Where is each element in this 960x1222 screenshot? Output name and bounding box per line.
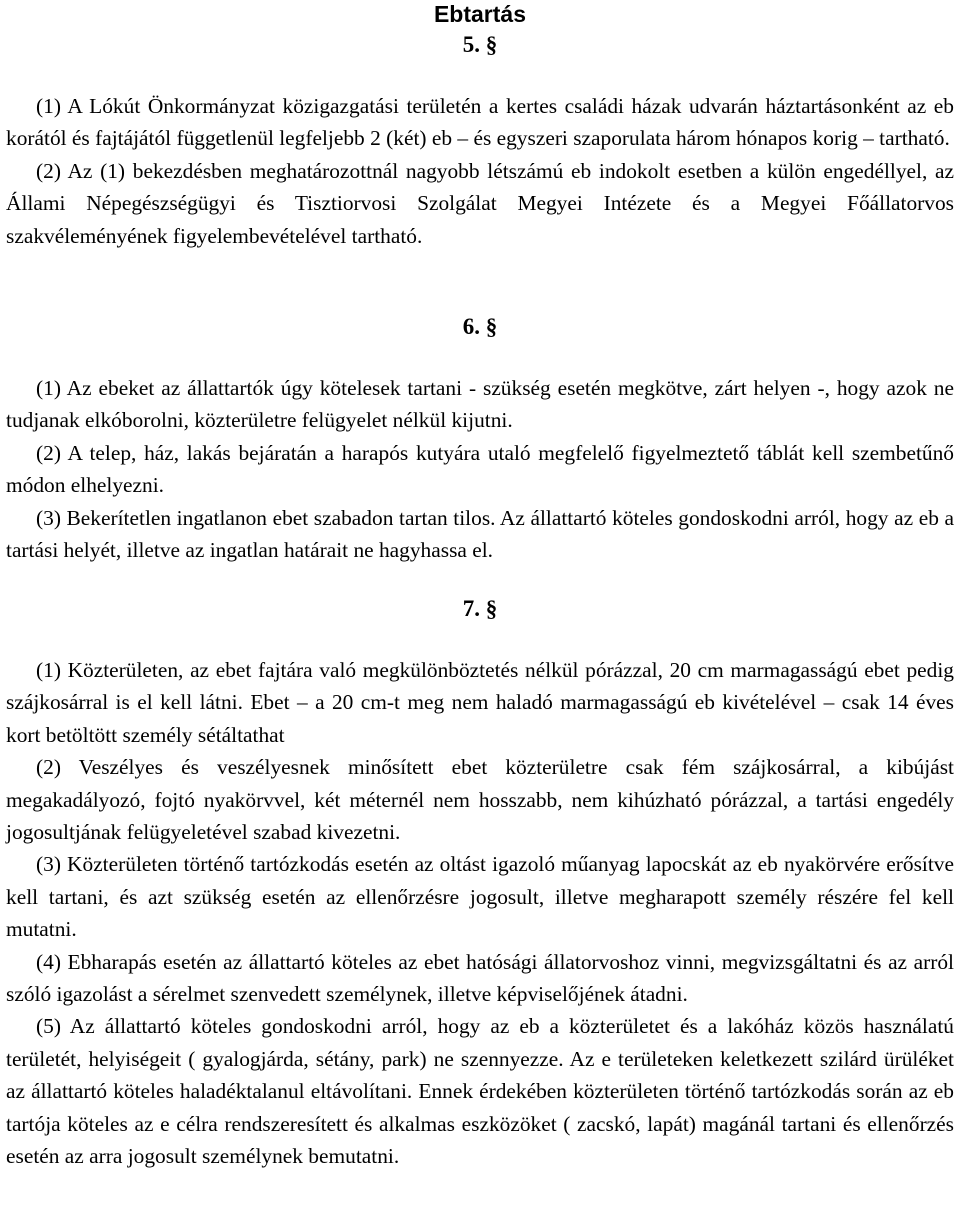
section-7-heading: 7. § <box>462 596 498 621</box>
section-5-paragraph-1: (1) A Lókút Önkormányzat közigazgatási területén a kertes családi házak udvarán háztartásonként az eb korától és fajtájától függetlenül legfeljebb 2 (két) eb – és egyszeri szaporulata három hónapos korig – tartható. <box>6 94 954 151</box>
section-5-paragraph-2: (2) Az (1) bekezdésben meghatározottnál nagyobb létszámú eb indokolt esetben a külön engedéllyel, az Állami Népegészségügyi és Tisztiorvosi Szolgálat Megyei Intézete és a Megyei Főállatorvos szakvéleményének figyelembevételével tartható. <box>6 158 954 248</box>
section-7-body <box>6 654 954 1173</box>
section-6-heading: 6. § <box>462 314 498 339</box>
section-6-body <box>6 372 954 566</box>
section-6-paragraph-3: (3) Bekerítetlen ingatlanon ebet szabadon tartan tilos. Az állattartó köteles gondoskodni arról, hogy az eb a tartási helyét, illetve az ingatlan határait ne hagyhassa el. <box>6 505 954 563</box>
section-6-paragraph-1: (1) Az ebeket az állattartók úgy kötelesek tartani - szükség esetén megkötve, zárt helyen -, hogy azok ne tudjanak elkóborolni, közterületre felügyelet nélkül kijutni. <box>6 376 954 433</box>
section-6-paragraph-2: (2) A telep, ház, lakás bejáratán a harapós kutyára utaló megfelelő figyelmeztető táblát kell szembetűnő módon elhelyezni. <box>6 440 954 498</box>
document-title: Ebtartás <box>433 1 527 27</box>
section-7-paragraph-3: (3) Közterületen történő tartózkodás esetén az oltást igazoló műanyag lapocskát az eb nyakörvére erősítve kell tartani, és azt szükség esetén az ellenőrzésre jogosult, illetve megharapott személy részére fel kell mutatni. <box>6 852 954 942</box>
section-7-paragraph-2: (2) Veszélyes és veszélyesnek minősített ebet közterületre csak fém szájkosárral, a kibújást megakadályozó, fojtó nyakörvvel, két méternél nem hosszabb, nem kihúzható pórázzal, a tartási engedély jogosultjának felügyeletével szabad kivezetni. <box>6 755 954 845</box>
section-5-body <box>6 90 954 252</box>
section-7-paragraph-4: (4) Ebharapás esetén az állattartó köteles az ebet hatósági állatorvoshoz vinni, megvizsgáltatni és az arról szóló igazolást a sérelmet szenvedett személynek, illetve képviselőjének átadni. <box>6 949 954 1007</box>
section-7-paragraph-1: (1) Közterületen, az ebet fajtára való megkülönböztetés nélkül pórázzal, 20 cm marmagasságú ebet pedig szájkosárral is el kell látni. Ebet – a 20 cm-t meg nem haladó marmagasságú eb kivételével – csak 14 éves kort betöltött személy sétáltathat <box>6 658 954 747</box>
section-7-paragraph-5: (5) Az állattartó köteles gondoskodni arról, hogy az eb a közterületet és a lakóház közös használatú területét, helyiségeit ( gyalogjárda, sétány, park) ne szennyezze. Az e területeken keletkezett szilárd ürüléket az állattartó köteles haladéktalanul eltávolítani. Ennek érdekében közterületen történő tartózkodás során az eb tartója köteles az e célra rendszeresített és alkalmas eszközöket ( zacskó, lapát) magánál tartani és ellenőrzés esetén az arra jogosult személynek bemutatni. <box>6 1014 954 1169</box>
section-5-heading: 5. § <box>462 32 498 57</box>
